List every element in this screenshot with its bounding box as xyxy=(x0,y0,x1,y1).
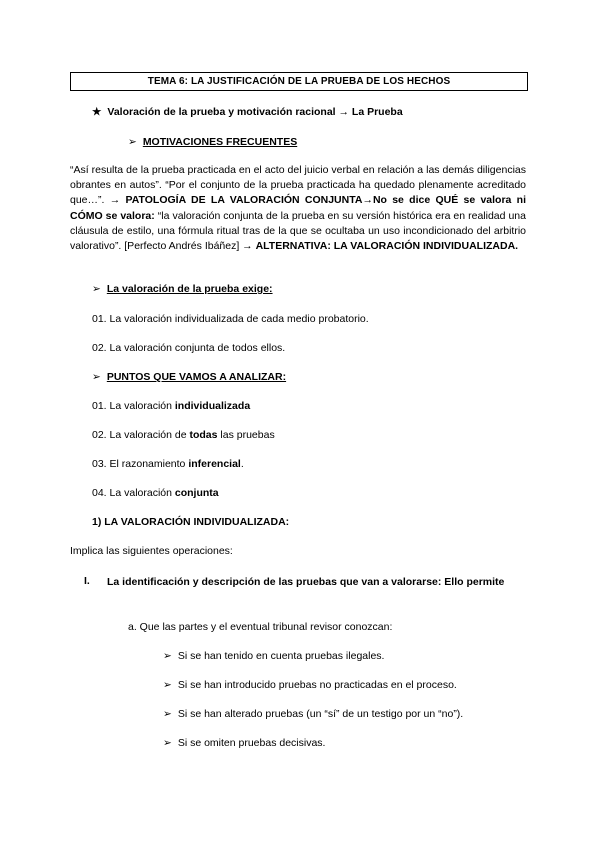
item-text: 01. La valoración xyxy=(92,400,175,412)
arrow-bullet-icon: ➢ xyxy=(163,737,172,749)
arrow-bullet-icon: ➢ xyxy=(128,136,137,148)
roman-numeral: I. xyxy=(84,575,90,587)
list-item: 01. La valoración individualizada de cada medio probatorio. xyxy=(92,313,369,325)
item-bold: conjunta xyxy=(174,487,219,499)
section-heading-text: Valoración de la prueba y motivación racional → La Prueba xyxy=(107,106,403,118)
sub-item-a: a. Que las partes y el eventual tribunal revisor conozcan: xyxy=(128,621,393,633)
list-item xyxy=(163,679,457,691)
arrow-bullet-icon: ➢ xyxy=(163,650,172,662)
bullet-text: Si se han tenido en cuenta pruebas ilegales. xyxy=(177,650,385,662)
bullet-text: Si se omiten pruebas decisivas. xyxy=(177,737,326,749)
item-bold: individualizada xyxy=(174,400,251,412)
puntos-heading-text: PUNTOS QUE VAMOS A ANALIZAR: xyxy=(106,371,287,383)
item-bold: todas xyxy=(189,429,218,441)
list-item xyxy=(163,737,325,749)
section-heading xyxy=(92,106,403,118)
implica-text: Implica las siguientes operaciones: xyxy=(70,545,233,557)
paragraph-part-4: ALTERNATIVA: LA VALORACIÓN INDIVIDUALIZADA. xyxy=(255,240,519,253)
list-item xyxy=(92,429,275,441)
exige-heading-text: La valoración de la prueba exige: xyxy=(106,283,273,295)
item-text: las pruebas xyxy=(217,429,275,441)
motivaciones-heading-text: MOTIVACIONES FRECUENTES xyxy=(142,136,298,148)
item-bold: inferencial xyxy=(188,458,241,470)
list-item: 02. La valoración conjunta de todos ellos. xyxy=(92,342,286,354)
bullet-text: Si se han alterado pruebas (un “sí” de un testigo por un “no”). xyxy=(177,708,464,720)
paragraph-part-2: PATOLOGÍA DE LA VALORACIÓN CONJUNTA→No se dice QUÉ se valora ni CÓMO se valora: xyxy=(70,194,526,222)
item-text: 02. La valoración de xyxy=(92,429,190,441)
motivaciones-paragraph xyxy=(70,163,526,254)
list-item xyxy=(163,650,384,662)
list-item xyxy=(163,708,463,720)
paragraph-part-1: “Así resulta de la prueba practicada en el acto del juicio verbal en relación a las demás diligencias obrantes en autos”. “Por el conjunto de la prueba practicada ha quedado plenamente acreditado que…”. → xyxy=(70,164,526,207)
bullet-text: Si se han introducido pruebas no practicadas en el proceso. xyxy=(177,679,457,691)
motivaciones-heading xyxy=(128,136,297,148)
list-item xyxy=(92,487,219,499)
list-item xyxy=(92,458,244,470)
page-title: TEMA 6: LA JUSTIFICACIÓN DE LA PRUEBA DE LOS HECHOS xyxy=(70,72,528,91)
exige-heading xyxy=(92,283,273,295)
item-text: 03. El razonamiento xyxy=(92,458,189,470)
roman-item-text: La identificación y descripción de las pruebas que van a valorarse: Ello permite xyxy=(107,576,505,588)
arrow-bullet-icon: ➢ xyxy=(92,371,101,383)
arrow-bullet-icon: ➢ xyxy=(163,679,172,691)
item-text: . xyxy=(240,458,244,470)
puntos-heading xyxy=(92,371,286,383)
arrow-bullet-icon: ➢ xyxy=(92,283,101,295)
section-1-heading: 1) LA VALORACIÓN INDIVIDUALIZADA: xyxy=(92,516,290,528)
paragraph-part-3: “la valoración conjunta de la prueba en su versión histórica era en realidad una cláusula de estilo, una fórmula ritual tras de la que se ocultaba un uso incondicionado del arbitrio valorativo”. [Perfecto Andrés Ibáñez] → xyxy=(70,209,526,253)
star-icon: ★ xyxy=(92,106,102,118)
arrow-bullet-icon: ➢ xyxy=(163,708,172,720)
list-item xyxy=(92,400,250,412)
item-text: 04. La valoración xyxy=(92,487,175,499)
